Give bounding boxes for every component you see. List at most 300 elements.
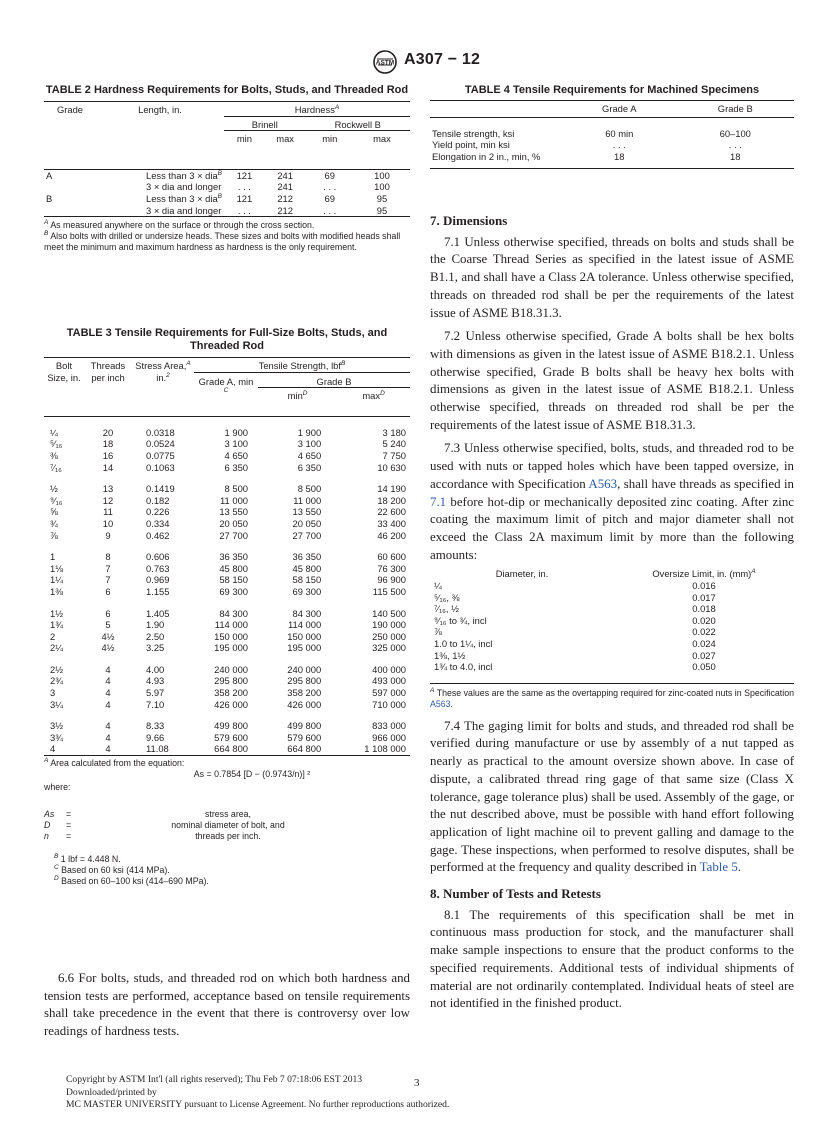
table-row [44, 551, 410, 563]
cell: 4 [105, 698, 111, 710]
cell-oversize: 0.022 [692, 626, 716, 638]
cell: 664 800 [287, 743, 322, 755]
table-row [430, 615, 794, 627]
cell: 5 [105, 619, 111, 631]
para-7-2: 7.2 Unless otherwise specified, Grade A bolts shall be hex bolts with dimensions as given in the latest issue of ASME B18.2.1. Unless otherwise specified, Grade B bolts shall be heavy hex bolts with dimensions as given in the latest issue of ASME B18.2.1. Unless otherwise specified, threads on threaded rod shall be per the requirements of the latest issue of ASME B18.31.3. [430, 329, 794, 432]
cell: 7.10 [146, 698, 165, 710]
link-a563-footnote[interactable]: A563 [430, 698, 451, 709]
cell-bmax: 212 [277, 192, 293, 204]
cell-rmax: 95 [376, 204, 388, 216]
cell: 426 000 [287, 698, 322, 710]
table-row [44, 181, 410, 193]
cell-grade: B [46, 192, 53, 204]
cell-length: Less than 3 × dia$^B$ [146, 192, 223, 204]
cell: 1.90 [146, 619, 165, 631]
cell: 4 [105, 720, 111, 732]
footnote: $^C$ Based on 60 ksi (414 MPa). [54, 864, 170, 876]
cell: 4 [105, 743, 111, 755]
table-row [44, 427, 410, 439]
footnote: $^D$ Based on 60–100 ksi (414–690 MPa). [54, 875, 209, 887]
group-spacer [44, 654, 410, 664]
cell: 96 900 [377, 574, 406, 586]
section-8-title: 8. Number of Tests and Retests [430, 886, 601, 902]
copyright-footer [66, 1074, 449, 1112]
footer-line-1: Copyright by ASTM Int'l (all rights reserved); Thu Feb 7 07:18:06 EST 2013 [66, 1074, 363, 1085]
para-7-1: 7.1 Unless otherwise specified, threads on bolts and studs shall be the Coarse Thread Series as specified in the latest issue of ASME B1.1, and shall have a Class 2A tolerance. Unless otherwise specified, threads on threaded rod shall be per the requirements of the latest issue of ASME B18.31.3. [430, 234, 794, 320]
cell: 579 600 [214, 731, 248, 743]
cell-diameter: ⁹⁄₁₆ to ¾, incl [434, 614, 487, 626]
cell: 7 [105, 562, 111, 574]
cell-bmin: . . . [237, 204, 251, 216]
cell-grade [44, 181, 96, 193]
cell: 14 [102, 461, 114, 473]
cell-oversize: 0.018 [692, 603, 716, 615]
cell: 10 630 [377, 461, 406, 473]
cell: 833 000 [372, 720, 406, 732]
table-row [44, 619, 410, 631]
col-tensile: Tensile Strength, lbf$^B$ [194, 358, 410, 373]
cell: 4 650 [297, 449, 322, 461]
para-8-1: 8.1 The requirements of this specification shall be met in continuous mass production for stock, and the manufacturer shall make sample inspections to ensure that the product conforms to the specified requirements. Additional tests of individual shipments of material are not ordinarily contemplated. Individual heats of steel are not identified in the finished product. [430, 907, 794, 1011]
cell: 250 000 [372, 630, 406, 642]
table-3-body [44, 416, 410, 755]
col-threads: Threads per inch [90, 360, 126, 383]
cell: 664 800 [214, 743, 248, 755]
cell-bmin: 121 [236, 169, 253, 181]
link-a563[interactable]: A563 [588, 476, 618, 491]
cell: 240 000 [214, 663, 248, 675]
table-3-grid [44, 357, 410, 756]
cell-diameter: 1⅜, 1½ [434, 649, 466, 661]
equation-variable: n = threads per inch. [44, 831, 261, 842]
cell-length: Less than 3 × dia$^B$ [146, 169, 223, 181]
oversize-footnote: $^A$ These values are the same as the overtapping required for zinc-coated nuts in Specification A563. [430, 686, 794, 709]
cell-rmin: . . . [323, 204, 337, 216]
col-grade-a: Grade A, min $^C$ [198, 375, 254, 395]
cell: ⁵⁄₁₆ [50, 438, 63, 450]
cell: 3 100 [297, 438, 322, 450]
cell: 1¾ [50, 619, 64, 631]
cell: 579 600 [287, 731, 322, 743]
cell: 1.155 [146, 585, 170, 597]
cell: ⁷⁄₁₆ [50, 461, 62, 473]
cell: 84 300 [292, 607, 322, 619]
table-row [44, 495, 410, 507]
table-row [430, 151, 794, 163]
page-header [0, 48, 838, 76]
cell: 8 500 [224, 483, 248, 495]
cell: 499 800 [287, 720, 322, 732]
cell: 11 000 [293, 494, 322, 506]
cell: 14 190 [377, 483, 406, 495]
table-2-caption: TABLE 2 Hardness Requirements for Bolts, Studs, and Threaded Rod [45, 84, 409, 96]
cell: 0.763 [146, 562, 170, 574]
cell-diameter: 1.0 to 1¼, incl [434, 637, 493, 649]
col-hardness: Hardness$^A$ [224, 102, 410, 117]
cell: 150 000 [287, 630, 322, 642]
cell: 69 300 [219, 585, 248, 597]
cell-bmax: 212 [277, 204, 293, 216]
table-row [44, 205, 410, 217]
cell: 710 000 [372, 698, 406, 710]
col-min: min [322, 133, 338, 145]
cell: 6 [105, 607, 111, 619]
cell-rmin: 69 [324, 192, 335, 204]
cell: 0.1063 [146, 461, 175, 473]
cell: 3¾ [50, 731, 64, 743]
cell-grade-b: 18 [730, 150, 741, 162]
cell: 45 800 [219, 562, 248, 574]
svg-text:ASTM: ASTM [375, 59, 395, 67]
table-row [44, 438, 410, 450]
cell: 150 000 [214, 630, 248, 642]
table-row [430, 603, 794, 615]
cell: 4 [50, 743, 56, 755]
col-oversize-limit: Oversize Limit, in. (mm)$^A$ [652, 568, 756, 580]
cell-rmax: 95 [376, 192, 388, 204]
table-4 [430, 84, 794, 169]
cell-grade-b: 60–100 [719, 127, 751, 139]
oversize-body [430, 580, 794, 673]
cell-rmax: 100 [374, 169, 390, 181]
col-rockwell: Rockwell B [306, 116, 410, 131]
cell: 493 000 [372, 675, 406, 687]
cell: 58 150 [219, 574, 248, 586]
cell: 11 [103, 506, 113, 518]
footnote: $^B$ Also bolts with drilled or undersize heads. These sizes and bolts with modified heads shall meet the minimum and maximum hardness as hardness is the only requirement. [44, 230, 401, 253]
page-number: 3 [414, 1077, 420, 1089]
cell: 0.0318 [146, 426, 175, 438]
cell-bmax: 241 [277, 181, 293, 193]
table-row [44, 642, 410, 654]
cell: 195 000 [287, 642, 322, 654]
para-7-4: 7.4 The gaging limit for bolts and studs, and threaded rod shall be verified during manufacture or use by assembly of a nut tapped as nearly as practical to the amount oversize shown above. In case of dispute, a calibrated thread ring gage of that same size (Class X tolerance, gage tolerance plus) shall be used. Assembly of the gage, or the nut described above, must be possible with hand effort following application of light machine oil to prevent galling and damage to the gage. These inspections, when performed to resolve disputes, shall be performed at the frequency and quality described in Table 5. [430, 718, 794, 875]
col-grade-b-min: $\min^D$ [287, 390, 308, 402]
cell: 45 800 [292, 562, 322, 574]
cell: 13 [102, 483, 114, 495]
cell-bmax: 241 [277, 169, 293, 181]
table-row [430, 626, 794, 638]
cell: 4.00 [146, 663, 165, 675]
group-spacer [44, 416, 410, 427]
cell-length: 3 × dia and longer [146, 181, 222, 193]
cell: 358 200 [214, 687, 248, 699]
cell: 84 300 [219, 607, 248, 619]
cell: 27 700 [219, 529, 248, 541]
cell-grade-a: 18 [614, 150, 625, 162]
cell: 295 800 [287, 675, 322, 687]
cell-diameter: 1¾ to 4.0, incl [434, 661, 493, 673]
cell-oversize: 0.050 [692, 661, 716, 673]
table-row [44, 530, 410, 542]
group-spacer [44, 473, 410, 483]
paragraph-6-6 [44, 970, 410, 1047]
cell: 240 000 [287, 663, 322, 675]
cell: 4½ [101, 630, 115, 642]
cell: 3 [50, 687, 56, 699]
cell: 22 600 [377, 506, 406, 518]
cell: 13 550 [219, 506, 248, 518]
cell: ⁹⁄₁₆ [50, 494, 63, 506]
cell: 7 750 [382, 449, 406, 461]
cell: 60 600 [377, 551, 406, 563]
cell: 115 500 [372, 585, 406, 597]
cell: 16 [102, 449, 114, 461]
cell: 76 300 [377, 562, 406, 574]
table-3-footnote-a: $^A$ Area calculated from the equation: [44, 757, 185, 769]
col-max: max [373, 133, 391, 145]
group-spacer [44, 710, 410, 720]
cell: 8.33 [146, 720, 165, 732]
cell: 2 [50, 630, 56, 642]
cell: 13 550 [292, 506, 322, 518]
cell: 3 100 [224, 438, 248, 450]
footnote: $^A$ As measured anywhere on the surface or through the cross section. [44, 219, 315, 231]
cell: 597 000 [372, 687, 406, 699]
col-brinell: Brinell [224, 116, 306, 131]
cell: ½ [50, 483, 58, 495]
cell: 0.1419 [146, 483, 175, 495]
section-7-title: 7. Dimensions [430, 213, 508, 228]
cell-label: Yield point, min ksi [432, 139, 510, 151]
link-7-1[interactable]: 7.1 [430, 494, 447, 509]
table-row [44, 586, 410, 598]
cell: 195 000 [214, 642, 248, 654]
cell: 9 [105, 529, 111, 541]
cell: 20 050 [292, 517, 322, 529]
table-2-footnotes [44, 220, 410, 253]
cell-oversize: 0.016 [692, 579, 716, 591]
cell: 0.226 [146, 506, 170, 518]
table-row [44, 743, 410, 755]
table-row [44, 462, 410, 474]
cell: 0.606 [146, 551, 170, 563]
cell: 1.405 [146, 607, 170, 619]
cell: 1 900 [297, 426, 322, 438]
cell: 0.969 [146, 574, 170, 586]
cell: 1 [50, 551, 56, 563]
table-row [430, 638, 794, 650]
cell: 0.182 [146, 494, 170, 506]
table-2-body [44, 169, 410, 216]
cell-rmin: . . . [323, 181, 337, 193]
col-length: Length, in. [138, 104, 182, 115]
table-row [44, 574, 410, 586]
cell: 1⅜ [50, 585, 64, 597]
cell: 6 350 [297, 461, 322, 473]
table-row [44, 732, 410, 744]
col-stress-area: Stress Area,$^A$ in.$^2$ [135, 359, 191, 383]
cell: 1⅛ [50, 562, 64, 574]
astm-logo-icon [372, 50, 398, 74]
col-grade-b: Grade B [258, 372, 410, 388]
table-row [44, 563, 410, 575]
table-row [44, 518, 410, 530]
cell: 358 200 [287, 687, 322, 699]
equation-variable: As = stress area, [44, 809, 251, 820]
table-row [430, 580, 794, 592]
cell: 58 150 [292, 574, 322, 586]
cell: ⅝ [50, 506, 58, 518]
cell: 6 350 [224, 461, 248, 473]
cell-diameter: ¼ [434, 579, 442, 591]
cell: 3½ [50, 720, 64, 732]
group-spacer [44, 541, 410, 551]
cell: 0.334 [146, 517, 170, 529]
table-row [44, 450, 410, 462]
table-4-grid [430, 100, 794, 169]
cell-grade: A [46, 169, 53, 181]
table-3-caption: TABLE 3 Tensile Requirements for Full-Size Bolts, Studs, and Threaded Rod [66, 327, 388, 352]
cell: 0.0775 [146, 449, 175, 461]
cell: 2¾ [50, 675, 64, 687]
cell-grade [44, 205, 96, 217]
stress-area-equation: As = 0.7854 [D − (0.9743/n)] ² [193, 769, 311, 780]
col-min: min [236, 133, 252, 145]
cell: 966 000 [372, 731, 406, 743]
table-4-caption: TABLE 4 Tensile Requirements for Machined Specimens [464, 84, 760, 96]
table-2 [44, 84, 410, 253]
footer-line-2: Downloaded/printed by [66, 1086, 157, 1098]
table-row [44, 631, 410, 643]
para-6-6-text: 6.6 For bolts, studs, and threaded rod on which both hardness and tension tests are performed, acceptance based on tensile requirements shall take precedence in the event that there is controversy over low readings of hardness tests. [44, 971, 410, 1039]
cell-diameter: ⅞ [434, 626, 442, 638]
cell: 7 [105, 574, 111, 586]
cell: 9.66 [146, 731, 165, 743]
table-row [44, 169, 410, 181]
right-column [430, 212, 794, 1019]
col-bolt-size: Bolt Size, in. [47, 360, 81, 383]
cell-bmin: . . . [237, 181, 251, 193]
cell: 4 650 [224, 449, 248, 461]
cell-bmin: 121 [236, 192, 253, 204]
col-diameter: Diameter, in. [495, 568, 549, 580]
cell: 295 800 [214, 675, 248, 687]
cell: 400 000 [372, 663, 406, 675]
cell: 11.08 [146, 743, 169, 755]
cell: 1¼ [50, 574, 64, 586]
table-row [44, 193, 410, 205]
table-4-body [430, 128, 794, 163]
cell: 6 [105, 585, 111, 597]
cell: 4.93 [146, 675, 165, 687]
cell: 1 108 000 [364, 743, 406, 755]
cell: 46 200 [377, 529, 406, 541]
cell-rmin: 69 [324, 169, 335, 181]
cell-grade-a: 60 min [605, 127, 634, 139]
table-2-grid [44, 101, 410, 217]
cell: 2½ [50, 663, 64, 675]
table-row [430, 128, 794, 140]
cell: ¼ [50, 426, 58, 438]
cell: ⅞ [50, 529, 58, 541]
table-row [44, 675, 410, 687]
cell: 8 500 [297, 483, 322, 495]
cell-grade-b: . . . [728, 139, 742, 151]
col-grade-a: Grade A [602, 103, 637, 114]
cell-label: Elongation in 2 in., min, % [432, 150, 541, 162]
cell: 12 [102, 494, 114, 506]
table-row [430, 661, 794, 673]
footer-line-3: MC MASTER UNIVERSITY pursuant to License Agreement. No further reproductions authorized. [66, 1099, 450, 1110]
cell: 4 [105, 687, 111, 699]
cell-grade-a: . . . [612, 139, 626, 151]
designation: A307 − 12 [404, 51, 481, 68]
where-label: where: [44, 782, 71, 793]
cell-oversize: 0.020 [692, 614, 716, 626]
cell: 4 [105, 675, 111, 687]
cell: 5.97 [146, 687, 165, 699]
cell: 36 350 [219, 551, 248, 563]
table-row [430, 139, 794, 151]
table-3-footnotes [44, 854, 410, 887]
cell: 190 000 [372, 619, 406, 631]
col-grade-b-max: $\max^D$ [362, 390, 385, 402]
equation-variables [44, 809, 410, 842]
cell: 325 000 [372, 642, 406, 654]
table-row [44, 664, 410, 676]
cell: 11 000 [220, 494, 248, 506]
cell: 0.0524 [146, 438, 175, 450]
cell: 140 500 [372, 607, 406, 619]
cell: 1½ [50, 607, 64, 619]
cell: 0.462 [146, 529, 170, 541]
cell: 10 [102, 517, 114, 529]
cell-label: Tensile strength, ksi [432, 127, 515, 139]
cell: 3¼ [50, 698, 64, 710]
footnote: $^B$ 1 lbf = 4.448 N. [54, 853, 121, 865]
equation-variable: D = nominal diameter of bolt, and [44, 820, 285, 831]
cell: 4 [105, 731, 111, 743]
cell: ⅜ [50, 449, 58, 461]
group-spacer [44, 598, 410, 608]
table-row [44, 506, 410, 518]
cell: 4 [105, 663, 111, 675]
table-row [430, 592, 794, 604]
cell: 20 [102, 426, 114, 438]
cell-oversize: 0.027 [692, 649, 716, 661]
cell: 426 000 [214, 698, 248, 710]
table-row [430, 650, 794, 662]
cell: 3 180 [382, 426, 406, 438]
cell: 1 900 [224, 426, 248, 438]
cell: ¾ [50, 517, 58, 529]
cell-diameter: ⁷⁄₁₆, ½ [434, 603, 459, 615]
cell-oversize: 0.024 [692, 637, 716, 649]
cell-rmax: 100 [374, 181, 390, 193]
cell: 20 050 [219, 517, 248, 529]
cell: 5 240 [382, 438, 406, 450]
cell: 2¼ [50, 642, 64, 654]
cell: 33 400 [377, 517, 406, 529]
table-row [44, 483, 410, 495]
cell-diameter: ⁵⁄₁₆, ⅜ [434, 591, 460, 603]
cell: 18 200 [377, 494, 406, 506]
cell: 2.50 [146, 630, 165, 642]
cell: 27 700 [292, 529, 322, 541]
para-7-3: 7.3 Unless otherwise specified, bolts, studs, and threaded rod to be used with nuts or tapped holes which have been tapped oversize, in accordance with Specification A563, shall have threads as specified in 7.1 before hot-dip or mechanically deposited zinc coating. After zinc coating the maximum limit of pitch and major diameter shall not exceed the Class 2A maximum limit by more than the following amounts: [430, 441, 794, 562]
cell-length: 3 × dia and longer [146, 204, 222, 216]
cell: 114 000 [287, 619, 322, 631]
link-table-5[interactable]: Table 5 [699, 860, 738, 875]
cell: 36 350 [292, 551, 322, 563]
cell: 499 800 [214, 720, 248, 732]
table-row [44, 699, 410, 711]
cell: 18 [102, 438, 114, 450]
table-row [44, 608, 410, 620]
table-row [44, 720, 410, 732]
col-grade-b: Grade B [717, 103, 753, 114]
